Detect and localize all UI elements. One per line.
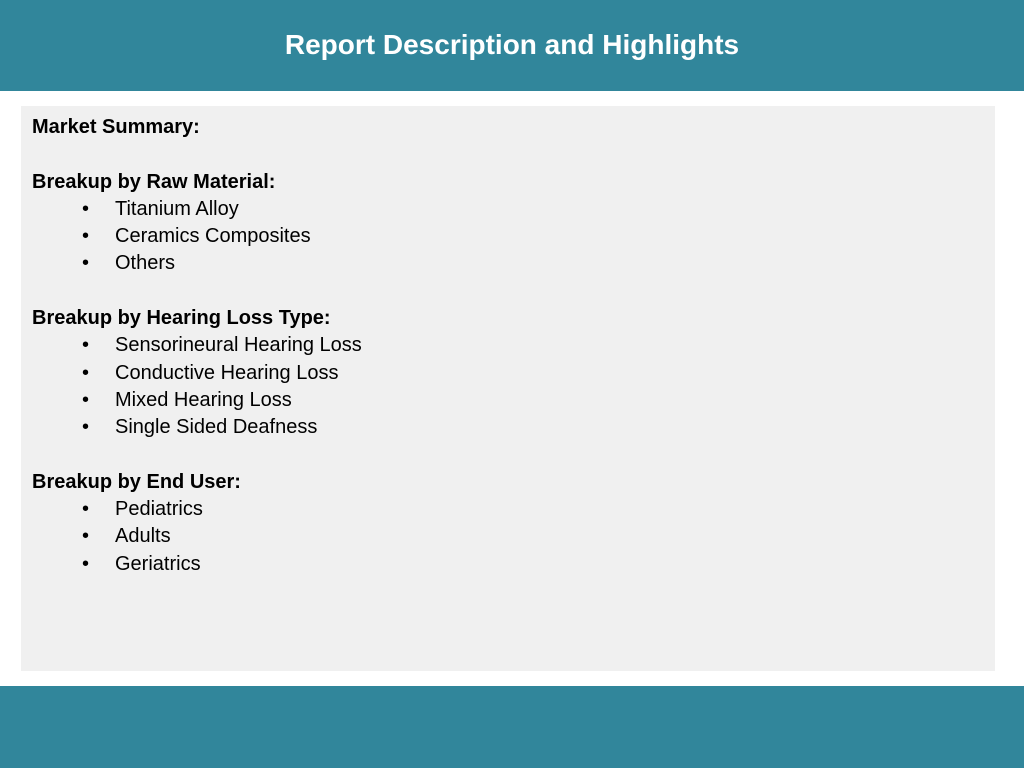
bullet-icon: • [82, 416, 90, 439]
bullet-icon: • [82, 197, 90, 220]
end-user-heading: Breakup by End User: [32, 470, 241, 493]
list-item [32, 414, 982, 441]
bullet-icon: • [82, 388, 90, 411]
end-user-list [32, 496, 982, 578]
bullet-icon: • [82, 552, 90, 575]
report-description [32, 114, 982, 578]
list-item-label: Sensorineural Hearing Loss [115, 334, 362, 357]
footer-bar [0, 686, 1024, 768]
bullet-icon: • [82, 252, 90, 275]
content-panel [21, 106, 995, 671]
list-item-label: Pediatrics [115, 498, 203, 521]
list-item-label: Mixed Hearing Loss [115, 388, 292, 411]
spacer [32, 442, 982, 469]
list-item [32, 523, 982, 550]
list-item [32, 496, 982, 523]
list-item [32, 551, 982, 578]
list-item [32, 250, 982, 277]
list-item [32, 360, 982, 387]
list-item [32, 196, 982, 223]
list-item-label: Single Sided Deafness [115, 416, 318, 439]
header-bar [0, 0, 1024, 91]
hearing-loss-type-heading: Breakup by Hearing Loss Type: [32, 307, 331, 330]
spacer [32, 141, 982, 168]
spacer [32, 278, 982, 305]
bullet-icon: • [82, 525, 90, 548]
hearing-loss-type-list [32, 332, 982, 441]
bullet-icon: • [82, 225, 90, 248]
list-item-label: Ceramics Composites [115, 225, 311, 248]
market-summary-heading: Market Summary: [32, 116, 200, 138]
list-item-label: Adults [115, 525, 171, 548]
list-item-label: Titanium Alloy [115, 197, 239, 220]
bullet-icon: • [82, 361, 90, 384]
list-item-label: Geriatrics [115, 552, 201, 575]
list-item [32, 223, 982, 250]
raw-material-heading: Breakup by Raw Material: [32, 170, 276, 193]
page-title: Report Description and Highlights [284, 29, 740, 60]
list-item-label: Conductive Hearing Loss [115, 361, 339, 384]
list-item [32, 387, 982, 414]
raw-material-list [32, 196, 982, 278]
list-item-label: Others [115, 252, 176, 275]
bullet-icon: • [82, 334, 90, 357]
bullet-icon: • [82, 498, 90, 521]
list-item [32, 332, 982, 359]
